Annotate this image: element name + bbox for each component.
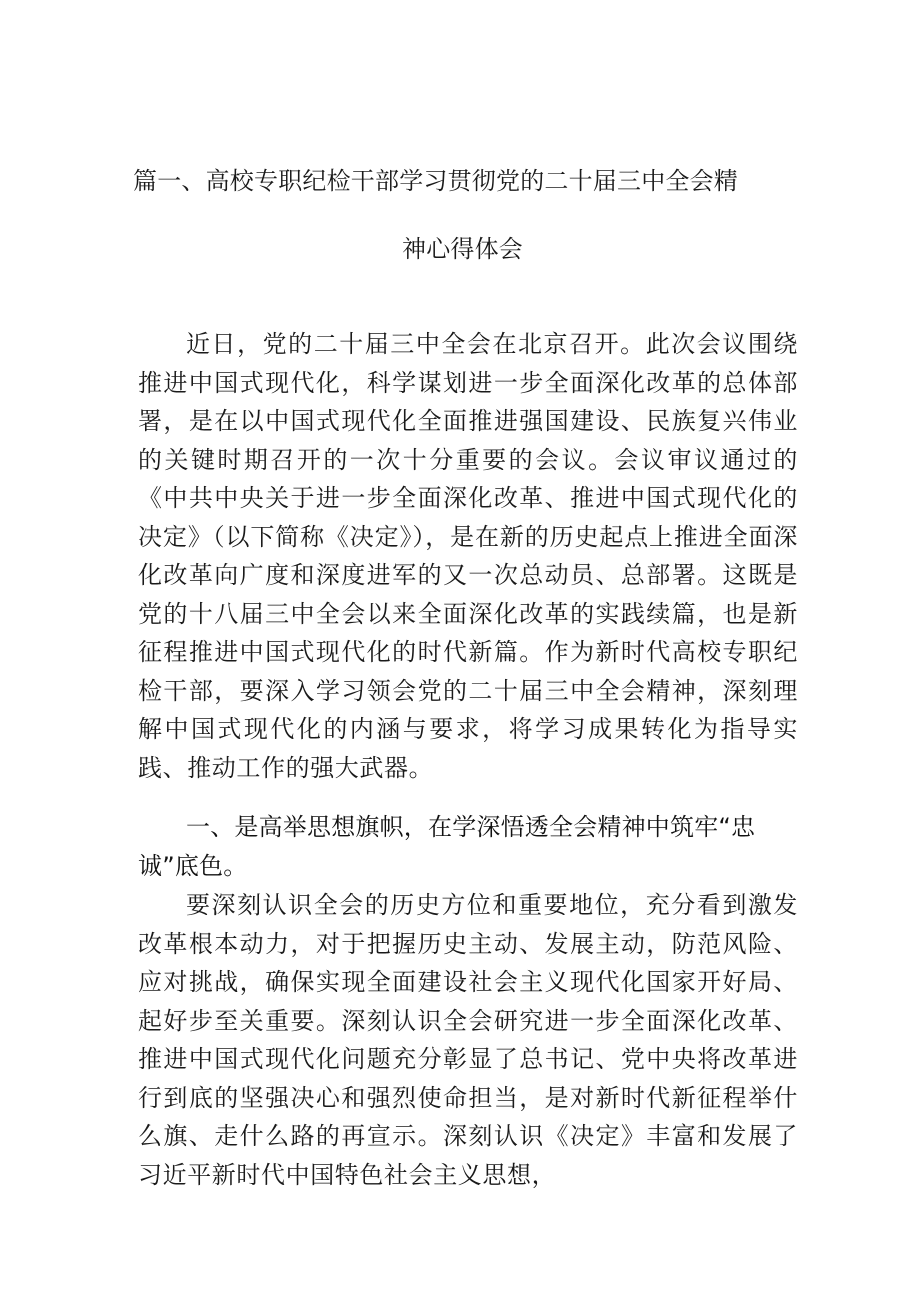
document-title-line-2: 神心得体会 bbox=[402, 235, 523, 263]
paragraph-section-1: 要深刻认识全会的历史方位和重要地位，充分看到激发改革根本动力，对于把握历史主动、发展主动，防范风险、应对挑战，确保实现全面建设社会主义现代化国家开好局、起好步至关重要。深刻认识全会研究进一步全面深化改革、推进中国式现代化问题充分彰显了总书记、党中央将改革进行到底的坚强决心和强烈使命担当，是对新时代新征程举什么旗、走什么路的再宣示。深刻认识《决定》丰富和发展了习近平新时代中国特色社会主义思想， bbox=[138, 891, 798, 1189]
paragraph-intro: 近日，党的二十届三中全会在北京召开。此次会议围绕推进中国式现代化，科学谋划进一步全面深化改革的总体部署，是在以中国式现代化全面推进强国建设、民族复兴伟业的关键时期召开的一次十分重要的会议。会议审议通过的《中共中央关于进一步全面深化改革、推进中国式现代化的决定》（以下简称《决定》），是在新的历史起点上推进全面深化改革向广度和深度进军的又一次总动员、总部署。这既是党的十八届三中全会以来全面深化改革的实践续篇，也是新征程推进中国式现代化的时代新篇。作为新时代高校专职纪检干部，要深入学习领会党的二十届三中全会精神，深刻理解中国式现代化的内涵与要求，将学习成果转化为指导实践、推动工作的强大武器。 bbox=[138, 330, 798, 782]
section-heading-1: 一、是高举思想旗帜，在学深悟透全会精神中筑牢“忠诚”底色。 bbox=[138, 813, 756, 880]
document-title-line-1: 篇一、高校专职纪检干部学习贯彻党的二十届三中全会精 bbox=[133, 167, 738, 195]
